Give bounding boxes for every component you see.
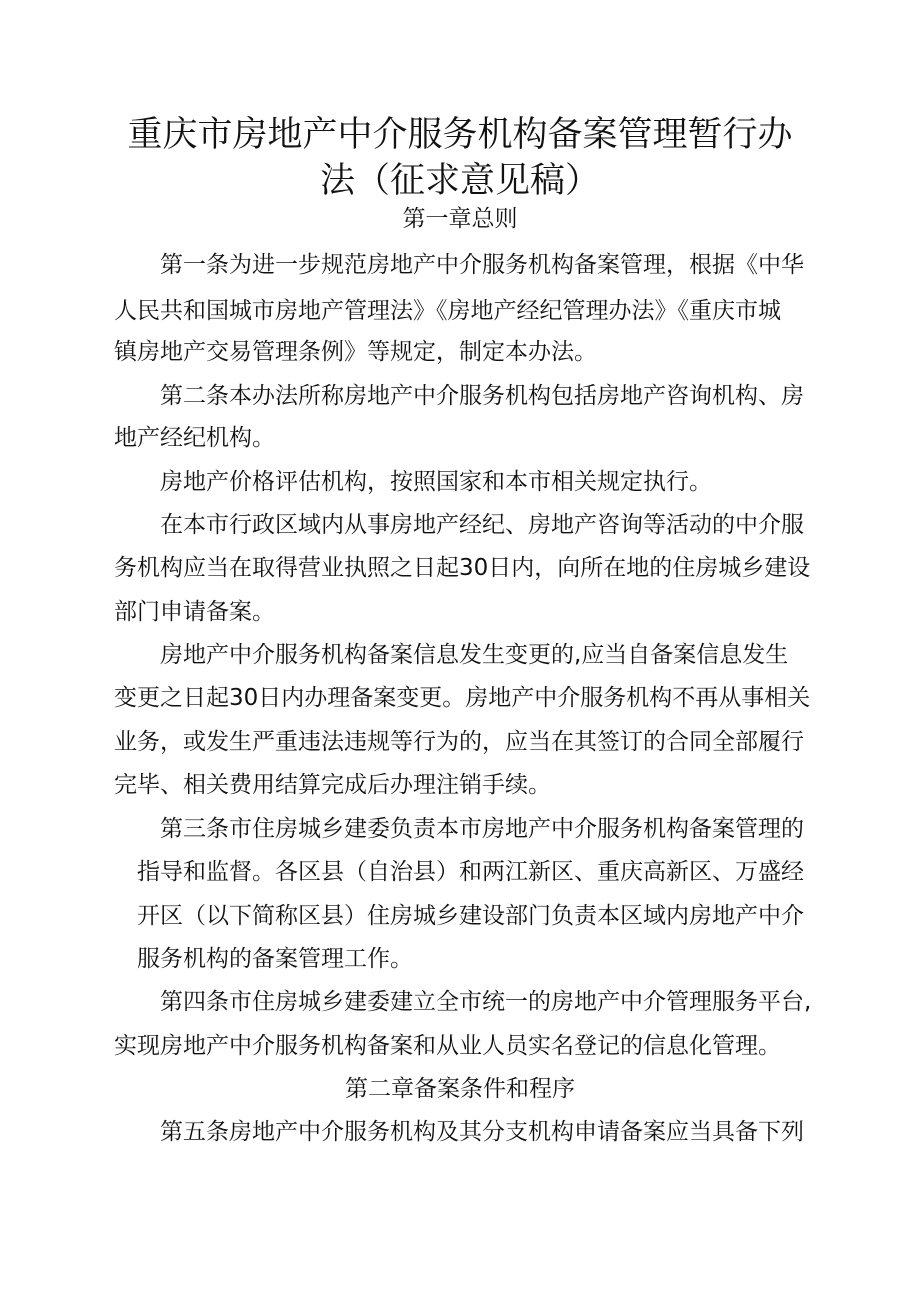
chapter-2-heading: 第二章备案条件和程序 bbox=[345, 1076, 575, 1102]
paragraph-line: 部门申请备案。 bbox=[114, 599, 275, 625]
paragraph-line: 业务，或发生严重违法违规等行为的，应当在其签订的合同全部履行 bbox=[114, 729, 804, 755]
document-title-line-1: 重庆市房地产中介服务机构备案管理暂行办 bbox=[127, 115, 793, 155]
paragraph-line: 房地产价格评估机构，按照国家和本市相关规定执行。 bbox=[160, 469, 712, 495]
paragraph-line: 第三条市住房城乡建委负责本市房地产中介服务机构备案管理的 bbox=[160, 816, 804, 842]
chapter-1-heading: 第一章总则 bbox=[402, 206, 518, 232]
paragraph-line: 开区（以下简称区县）住房城乡建设部门负责本区域内房地产中介 bbox=[137, 903, 804, 929]
paragraph-line: 第四条市住房城乡建委建立全市统一的房地产中介管理服务平台, bbox=[160, 989, 812, 1015]
paragraph-line: 在本市行政区域内从事房地产经纪、房地产咨询等活动的中介服 bbox=[160, 512, 804, 538]
paragraph-line: 房地产中介服务机构备案信息发生变更的,应当自备案信息发生 bbox=[160, 642, 789, 668]
paragraph-line: 第一条为进一步规范房地产中介服务机构备案管理，根据《中华 bbox=[160, 252, 804, 278]
paragraph-line: 指导和监督。各区县（自治县）和两江新区、重庆高新区、万盛经 bbox=[137, 859, 804, 885]
document-title-line-2: 法（征求意见稿） bbox=[319, 161, 600, 201]
paragraph-line: 镇房地产交易管理条例》等规定，制定本办法。 bbox=[114, 339, 597, 365]
paragraph-line: 变更之日起30日内办理备案变更。房地产中介服务机构不再从事相关 bbox=[114, 685, 811, 711]
paragraph-line: 第五条房地产中介服务机构及其分支机构申请备案应当具备下列 bbox=[160, 1119, 804, 1145]
paragraph-line: 实现房地产中介服务机构备案和从业人员实名登记的信息化管理。 bbox=[114, 1033, 781, 1059]
paragraph-line: 务机构应当在取得营业执照之日起30日内，向所在地的住房城乡建设 bbox=[114, 555, 811, 581]
paragraph-line: 完毕、相关费用结算完成后办理注销手续。 bbox=[114, 772, 551, 798]
paragraph-line: 人民共和国城市房地产管理法》《房地产经纪管理办法》《重庆市城 bbox=[114, 298, 781, 324]
paragraph-line: 地产经纪机构。 bbox=[114, 425, 275, 451]
paragraph-line: 第二条本办法所称房地产中介服务机构包括房地产咨询机构、房 bbox=[160, 383, 804, 409]
paragraph-line: 服务机构的备案管理工作。 bbox=[137, 946, 413, 972]
